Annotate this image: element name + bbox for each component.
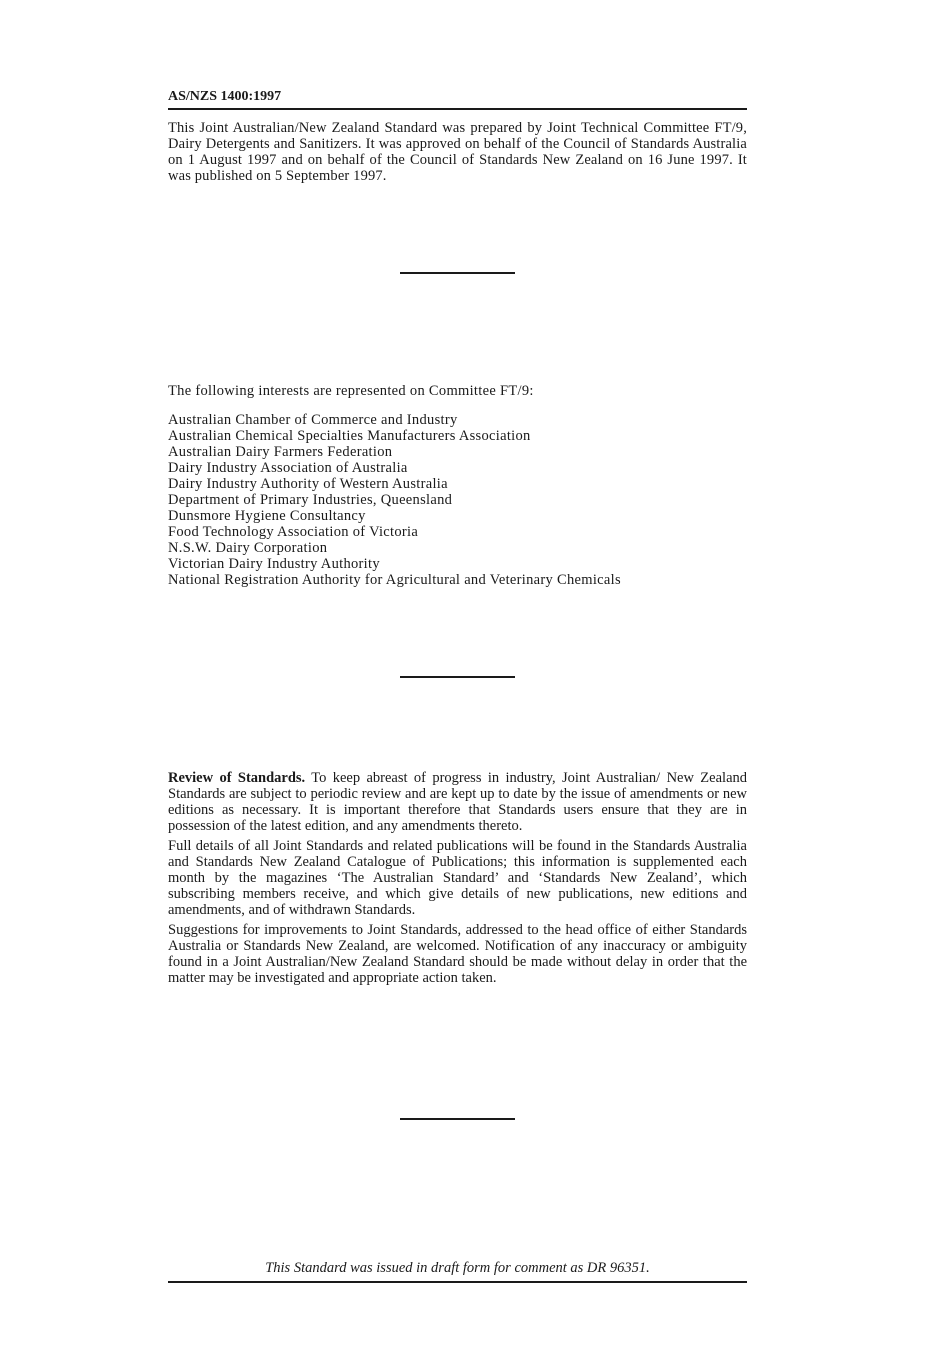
review-lead: Review of Standards. — [168, 770, 306, 786]
intro-paragraph: This Joint Australian/New Zealand Standard was prepared by Joint Technical Committee FT/9, Dairy Detergents and Sanitizers. It was approved on behalf of the Council of Standards Australia on 1 August 1997 and on behalf of the Council of Standards New Zealand on 16 June 1997. It was published on 5 September 1997. — [168, 120, 747, 184]
list-item: Dunsmore Hygiene Consultancy — [168, 508, 366, 524]
section-divider — [400, 272, 515, 274]
interests-list — [168, 412, 621, 588]
list-item: Dairy Industry Authority of Western Australia — [168, 476, 448, 492]
review-paragraph — [168, 770, 747, 834]
list-item: Dairy Industry Association of Australia — [168, 460, 408, 476]
list-item: N.S.W. Dairy Corporation — [168, 540, 328, 556]
review-text: To keep abreast of progress in industry, Joint Australian/ New Zealand Standards are subject to periodic review and are kept up to date by the issue of amendments or new editions as necessary. It is important therefore that Standards users ensure that they are in possession of the latest edition, and any amendments thereto. — [168, 770, 748, 834]
section-divider — [400, 676, 515, 678]
review-section — [168, 770, 747, 990]
list-item: Australian Chemical Specialties Manufacturers Association — [168, 428, 531, 444]
review-paragraph: Full details of all Joint Standards and related publications will be found in the Standards Australia and Standards New Zealand Catalogue of Publications; this information is supplemented each month by the magazines ‘The Australian Standard’ and ‘Standards New Zealand’, which subscribing members receive, and which give details of new publications, new editions and amendments, and of withdrawn Standards. — [168, 838, 747, 918]
standard-code: AS/NZS 1400:1997 — [168, 89, 282, 104]
page-footer — [168, 1259, 747, 1283]
list-item: Australian Dairy Farmers Federation — [168, 444, 393, 460]
header-rule — [168, 108, 747, 110]
interests-title: The following interests are represented on Committee FT/9: — [168, 383, 534, 399]
list-item: Food Technology Association of Victoria — [168, 524, 419, 540]
draft-note: This Standard was issued in draft form for comment as DR 96351. — [265, 1260, 650, 1276]
footer-rule — [168, 1281, 747, 1283]
list-item: Department of Primary Industries, Queensland — [168, 492, 453, 508]
list-item: Australian Chamber of Commerce and Industry — [168, 412, 458, 428]
section-divider — [400, 1118, 515, 1120]
review-paragraph: Suggestions for improvements to Joint Standards, addressed to the head office of either Standards Australia or Standards New Zealand, are welcomed. Notification of any inaccuracy or ambiguity found in a Joint Australian/New Zealand Standard should be made without delay in order that the matter may be investigated and appropriate action taken. — [168, 922, 747, 986]
list-item: National Registration Authority for Agricultural and Veterinary Chemicals — [168, 572, 621, 588]
page-header — [168, 88, 747, 110]
list-item: Victorian Dairy Industry Authority — [168, 556, 380, 572]
